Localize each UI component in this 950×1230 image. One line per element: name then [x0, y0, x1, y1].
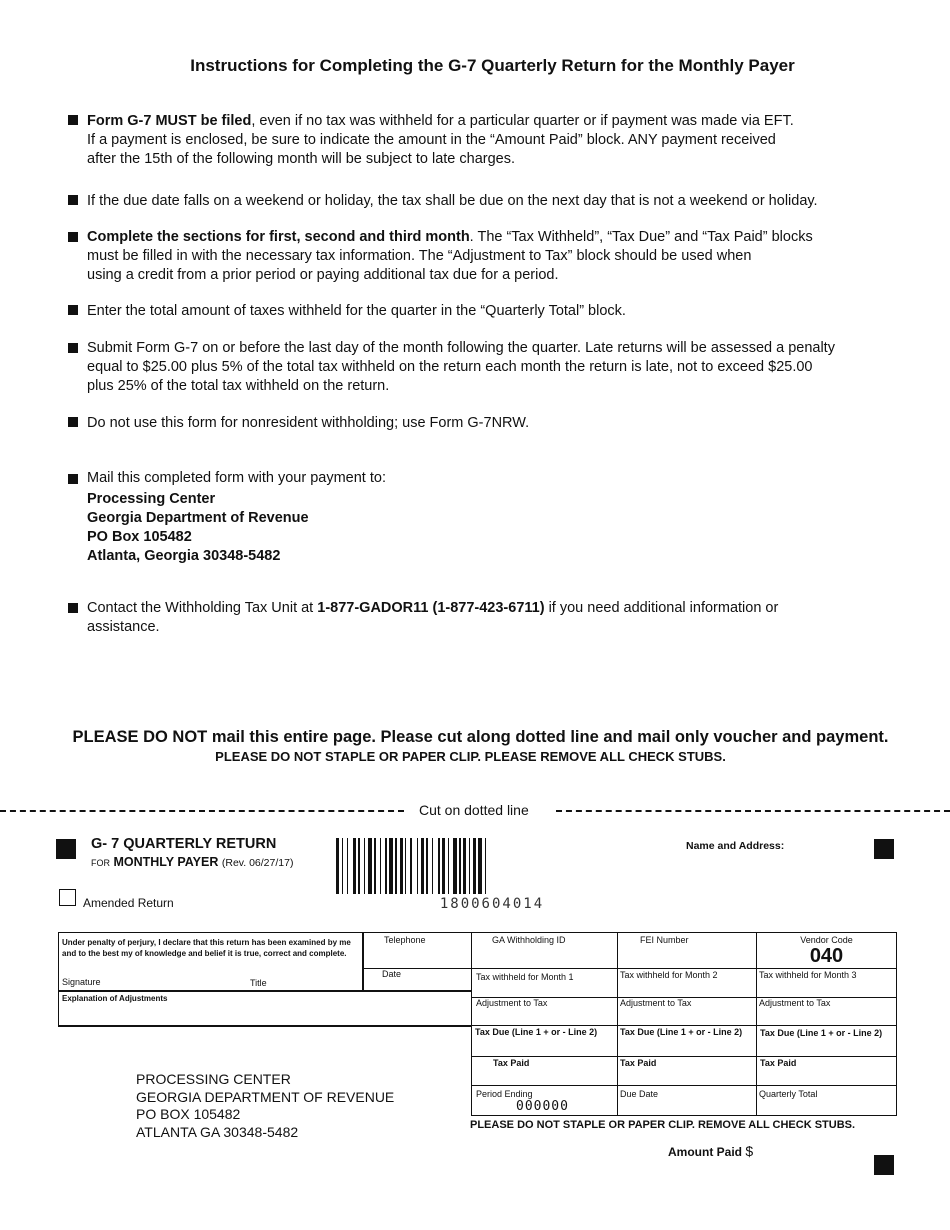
quarterly-total-label: Quarterly Total	[759, 1089, 818, 1099]
cut-line-right	[556, 810, 950, 812]
voucher-subtitle	[91, 855, 293, 869]
period-ending-label: Period Ending	[476, 1089, 533, 1099]
filing-rest: , even if no tax was withheld for a particular quarter or if payment was made via EFT.	[251, 113, 794, 129]
adjustment-m1-label: Adjustment to Tax	[476, 998, 548, 1008]
processing-address-line: PROCESSING CENTER	[136, 1071, 291, 1087]
voucher-title: G- 7 QUARTERLY RETURN	[91, 836, 277, 852]
staple-notice: PLEASE DO NOT STAPLE OR PAPER CLIP. PLEASE REMOVE ALL CHECK STUBS.	[215, 749, 726, 764]
instruction-sections	[87, 228, 887, 285]
amended-label: Amended Return	[83, 896, 174, 910]
bullet-square	[68, 305, 78, 315]
notice-bold: PLEASE DO NOT	[72, 728, 208, 746]
withheld-m1-label: Tax withheld for Month 1	[476, 972, 574, 982]
instruction-mail: Mail this completed form with your payment to:	[87, 470, 386, 486]
instruction-nonresident: Do not use this form for nonresident withholding; use Form G-7NRW.	[87, 415, 530, 431]
mail-address-line: Georgia Department of Revenue	[87, 510, 309, 526]
tax-due-m1-label: Tax Due (Line 1 + or - Line 2)	[475, 1027, 598, 1037]
registration-mark	[874, 1155, 894, 1175]
bullet-square	[68, 115, 78, 125]
penalty-line1: Submit Form G-7 on or before the last day of the month following the quarter. Late returns will be assessed a penalty	[87, 340, 835, 356]
sections-rest: . The “Tax Withheld”, “Tax Due” and “Tax Paid” blocks	[469, 229, 813, 245]
fei-label: FEI Number	[640, 935, 689, 945]
cut-label: Cut on dotted line	[419, 802, 529, 818]
contact-post: if you need additional information or	[544, 600, 779, 616]
vendor-code-label: Vendor Code	[800, 935, 853, 945]
withheld-m2-label: Tax withheld for Month 2	[620, 970, 718, 980]
tax-paid-m1-label: Tax Paid	[493, 1058, 530, 1068]
sections-bold: Complete the sections for first, second and third month	[87, 229, 470, 245]
instruction-quarterly-total: Enter the total amount of taxes withheld for the quarter in the “Quarterly Total” block.	[87, 303, 626, 319]
payer-label: MONTHLY PAYER	[113, 855, 219, 869]
vendor-code: 040	[809, 945, 844, 967]
instruction-penalty	[87, 339, 887, 396]
processing-address-line: ATLANTA GA 30348-5482	[136, 1123, 299, 1140]
registration-mark	[56, 839, 76, 859]
amount-paid[interactable]	[668, 1143, 753, 1159]
title-label: Title	[250, 978, 267, 988]
perjury-statement: Under penalty of perjury, I declare that this return has been examined by me and to the best my of knowledge and belief it is true, correct and complete.	[62, 938, 351, 958]
tax-due-m2-label: Tax Due (Line 1 + or - Line 2)	[620, 1027, 743, 1037]
barcode	[336, 838, 648, 894]
bullet-square	[68, 232, 78, 242]
filing-bold: Form G-7 MUST be filed	[87, 113, 252, 129]
contact-line2: assistance.	[87, 619, 160, 635]
amount-paid-label: Amount Paid	[668, 1145, 742, 1159]
instruction-contact	[87, 599, 887, 637]
tax-paid-m3-label: Tax Paid	[760, 1058, 797, 1068]
filing-line3: after the 15th of the following month will be subject to late charges.	[87, 151, 515, 167]
mail-address-line: PO Box 105482	[87, 529, 192, 545]
bullet-square	[68, 343, 78, 353]
processing-address-line: GEORGIA DEPARTMENT OF REVENUE	[136, 1088, 395, 1105]
tax-paid-m2-label: Tax Paid	[620, 1058, 657, 1068]
sections-line3: using a credit from a prior period or paying additional tax due for a period.	[87, 267, 559, 283]
explanation-label: Explanation of Adjustments	[62, 994, 168, 1003]
period-ending-value: 000000	[516, 1099, 569, 1114]
withheld-m3-label: Tax withheld for Month 3	[759, 970, 857, 980]
bullet-square	[68, 603, 78, 613]
mail-address-line: Atlanta, Georgia 30348-5482	[87, 548, 281, 564]
bullet-square	[68, 417, 78, 427]
amended-checkbox[interactable]	[59, 889, 76, 906]
mail-notice	[0, 728, 950, 747]
page-title: Instructions for Completing the G-7 Quarterly Return for the Monthly Payer	[190, 56, 795, 75]
processing-address-line: PO BOX 105482	[136, 1106, 241, 1122]
processing-address	[136, 1071, 394, 1141]
filing-line2: If a payment is enclosed, be sure to indicate the amount in the “Amount Paid” block. ANY payment received	[87, 132, 776, 148]
signature-label: Signature	[62, 977, 101, 987]
bullet-square	[68, 474, 78, 484]
registration-mark	[874, 839, 894, 859]
sections-line2: must be filled in with the necessary tax information. The “Adjustment to Tax” block should be used when	[87, 248, 752, 264]
revision-date: (Rev. 06/27/17)	[221, 857, 294, 869]
telephone-label: Telephone	[384, 935, 426, 945]
date-box[interactable]	[362, 968, 472, 992]
contact-phone: 1-877-GADOR11 (1-877-423-6711)	[317, 600, 545, 616]
penalty-line2: equal to $25.00 plus 5% of the total tax withheld on the return each month the return is late, not to exceed $25.00	[87, 359, 813, 375]
adjustment-m2-label: Adjustment to Tax	[620, 998, 692, 1008]
for-label: FOR	[91, 858, 110, 868]
penalty-line3: plus 25% of the total tax withheld on the return.	[87, 378, 390, 394]
tax-due-m3-label: Tax Due (Line 1 + or - Line 2)	[760, 1028, 883, 1038]
notice-rest: mail this entire page. Please cut along dotted line and mail only voucher and payment.	[207, 728, 889, 746]
name-address-label: Name and Address:	[686, 840, 785, 852]
adjustment-m3-label: Adjustment to Tax	[759, 998, 831, 1008]
instruction-filing	[87, 112, 887, 169]
cut-line-left	[0, 810, 404, 812]
barcode-number: 1800604014	[439, 896, 545, 912]
mail-address-line: Processing Center	[87, 491, 216, 507]
ga-id-label: GA Withholding ID	[492, 935, 566, 945]
contact-pre: Contact the Withholding Tax Unit at	[87, 600, 318, 616]
bullet-square	[68, 195, 78, 205]
date-label: Date	[382, 969, 402, 979]
stub-notice: PLEASE DO NOT STAPLE OR PAPER CLIP. REMOVE ALL CHECK STUBS.	[470, 1119, 856, 1131]
dollar-sign: $	[745, 1143, 754, 1159]
instruction-due-date: If the due date falls on a weekend or holiday, the tax shall be due on the next day that is not a weekend or holiday.	[87, 193, 818, 209]
due-date-label: Due Date	[620, 1089, 659, 1099]
mail-address	[87, 490, 309, 566]
